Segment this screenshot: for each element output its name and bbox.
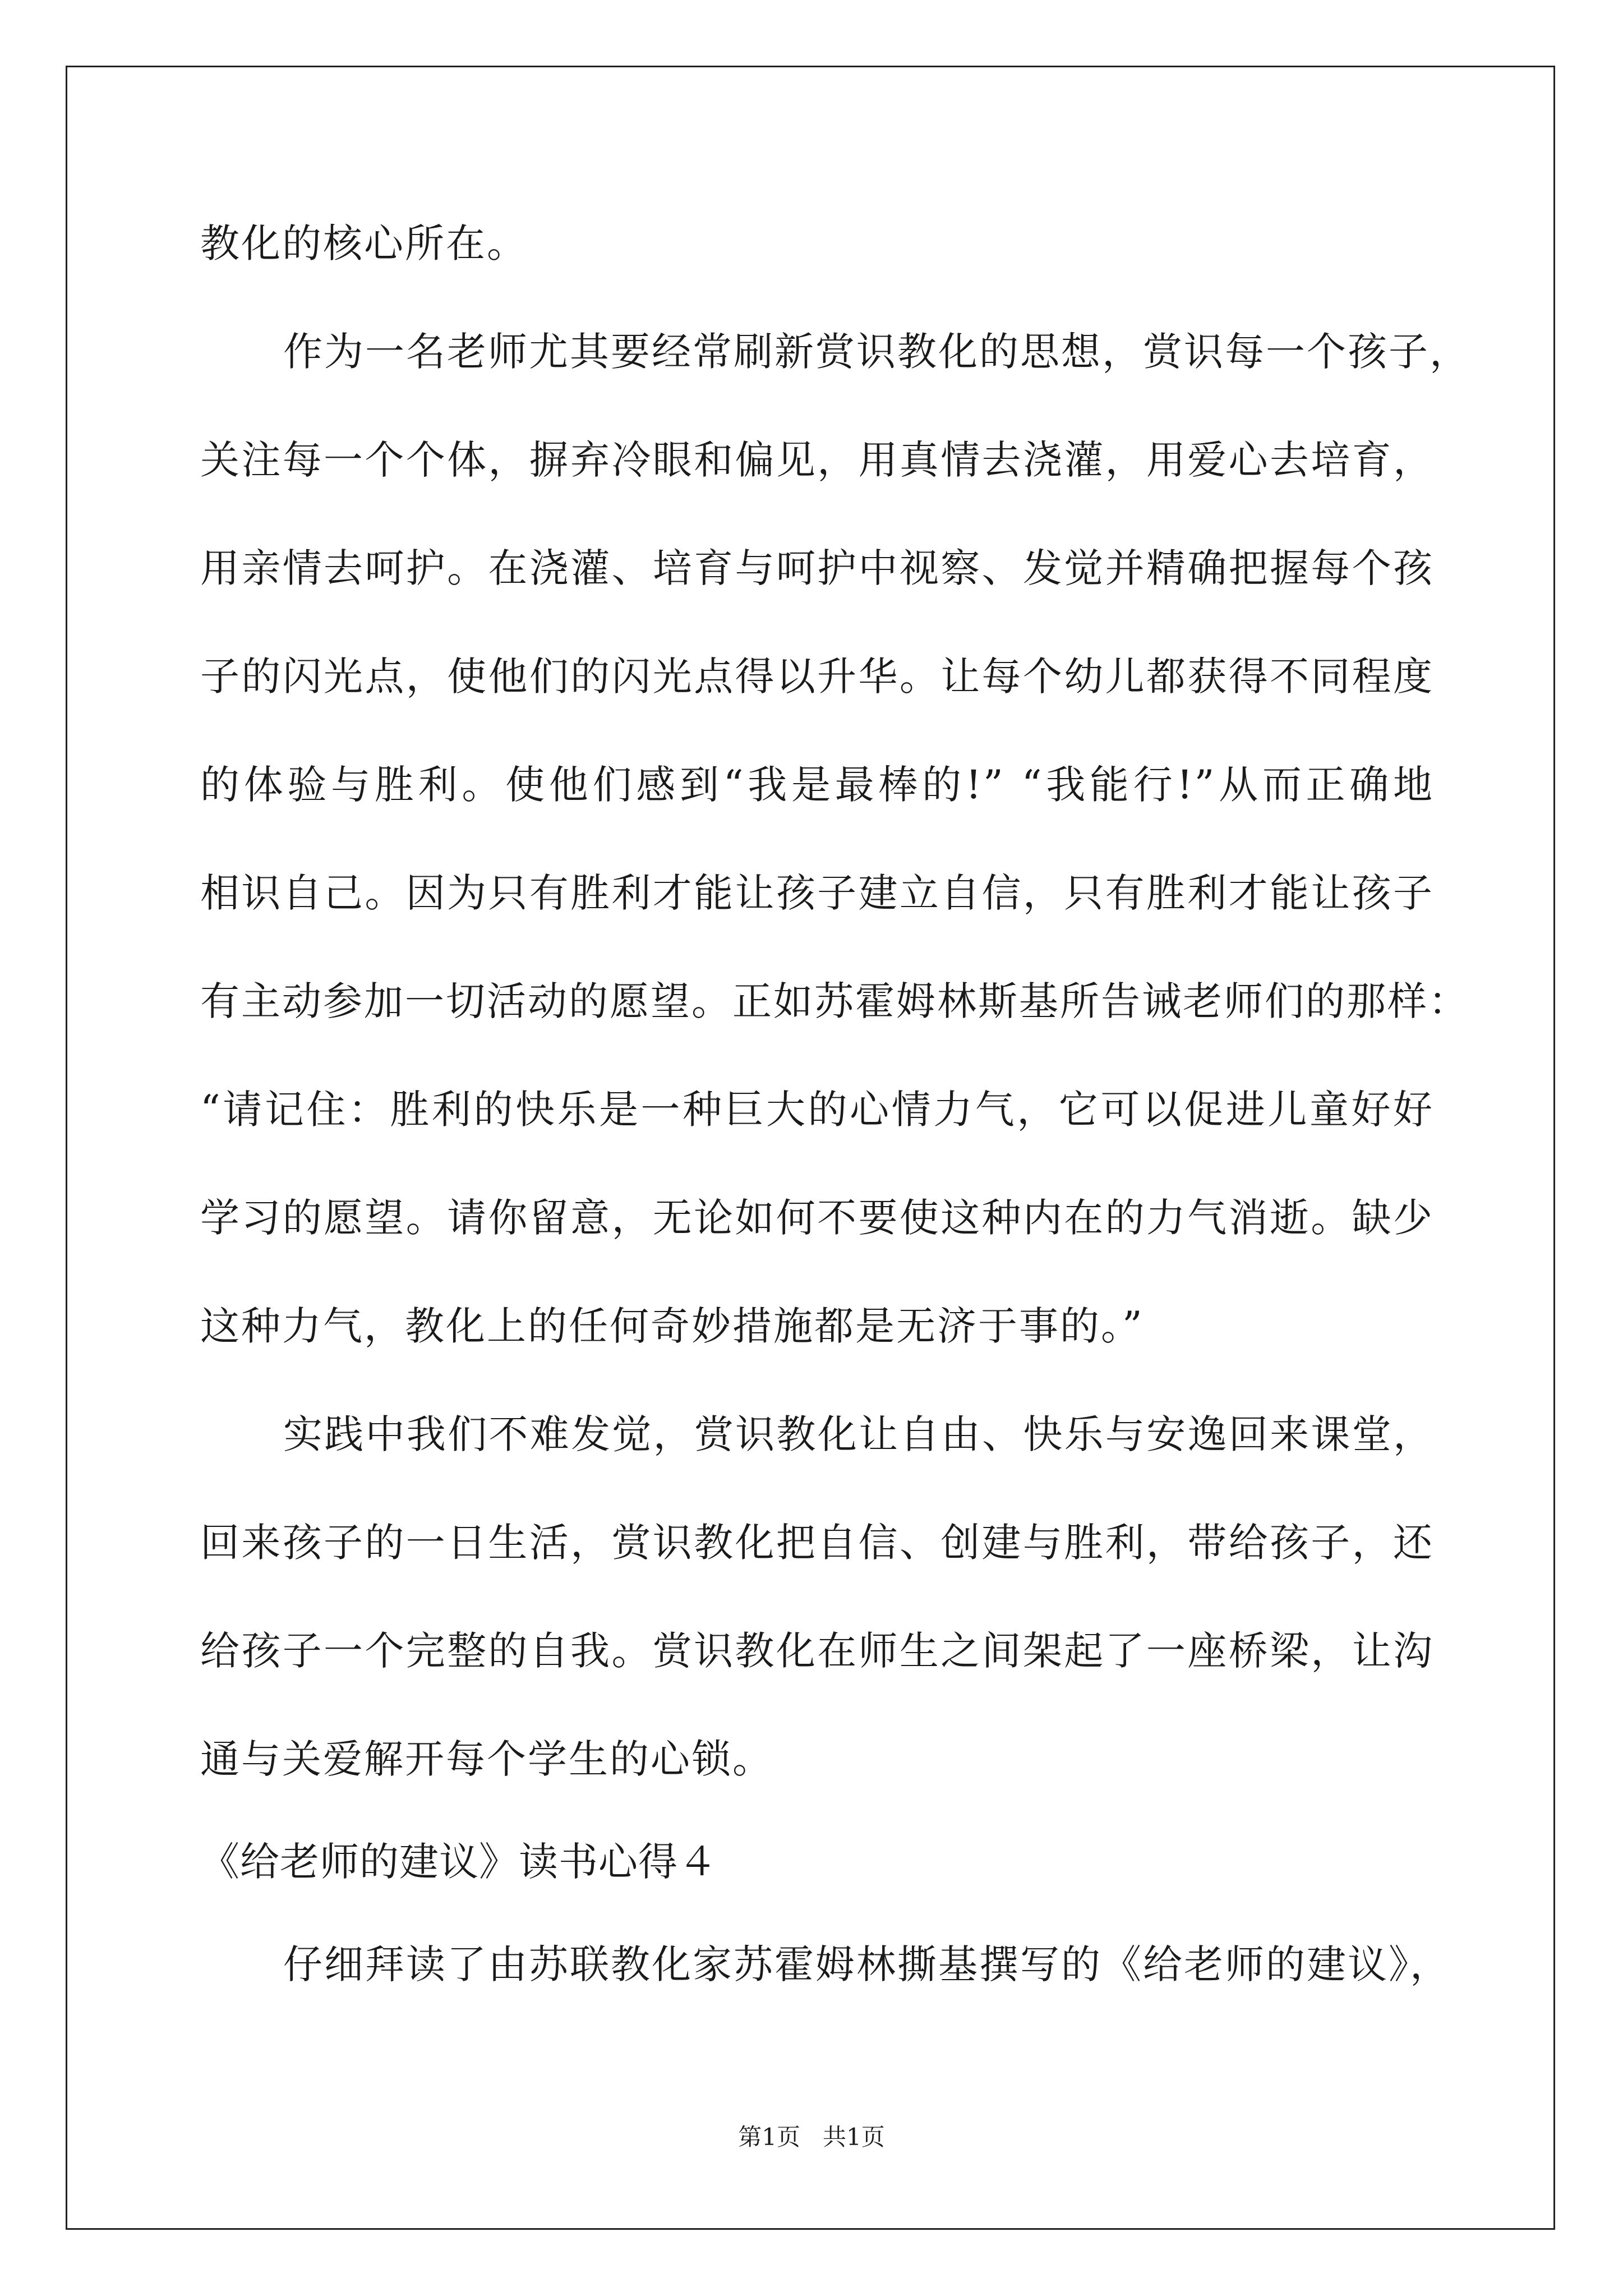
text-line-8: 有主动参加一切活动的愿望。正如苏霍姆林斯基所告诫老师们的那样： <box>200 978 1469 1024</box>
text-line-5: 子的闪光点，使他们的闪光点得以升华。让每个幼儿都获得不同程度 <box>200 654 1434 700</box>
text-line-10: 学习的愿望。请你留意，无论如何不要使这种内在的力气消逝。缺少 <box>200 1195 1434 1241</box>
text-line-9: “请记住：胜利的快乐是一种巨大的心情力气，它可以促进儿童好好 <box>200 1087 1434 1133</box>
text-line-12: 实践中我们不难发觉，赏识教化让自由、快乐与安逸回来课堂， <box>283 1411 1434 1457</box>
text-line-7: 相识自己。因为只有胜利才能让孩子建立自信，只有胜利才能让孩子 <box>200 870 1434 916</box>
text-line-15: 通与关爱解开每个学生的心锁。 <box>200 1736 773 1782</box>
text-line-11: 这种力气，教化上的任何奇妙措施都是无济于事的。” <box>200 1303 1144 1349</box>
text-line-6: 的体验与胜利。使他们感到“我是最棒的!” “我能行!”从而正确地 <box>200 762 1434 808</box>
section-heading: 《给老师的建议》读书心得４ <box>200 1839 718 1885</box>
text-line-1: 教化的核心所在。 <box>200 220 528 266</box>
page-footer: 第1页 共1页 <box>738 2123 885 2151</box>
text-line-17: 仔细拜读了由苏联教化家苏霍姆林撕基撰写的《给老师的建议》， <box>283 1941 1451 1987</box>
text-line-4: 用亲情去呵护。在浇灌、培育与呵护中视察、发觉并精确把握每个孩 <box>200 545 1434 591</box>
text-line-3: 关注每一个个体，摒弃冷眼和偏见，用真情去浇灌，用爱心去培育， <box>200 437 1434 483</box>
text-line-14: 给孩子一个完整的自我。赏识教化在师生之间架起了一座桥梁，让沟 <box>200 1628 1434 1674</box>
text-line-13: 回来孩子的一日生活，赏识教化把自信、创建与胜利，带给孩子，还 <box>200 1520 1434 1566</box>
text-line-2: 作为一名老师尤其要经常刷新赏识教化的思想，赏识每一个孩子， <box>283 329 1470 375</box>
page-border <box>66 66 1555 2230</box>
